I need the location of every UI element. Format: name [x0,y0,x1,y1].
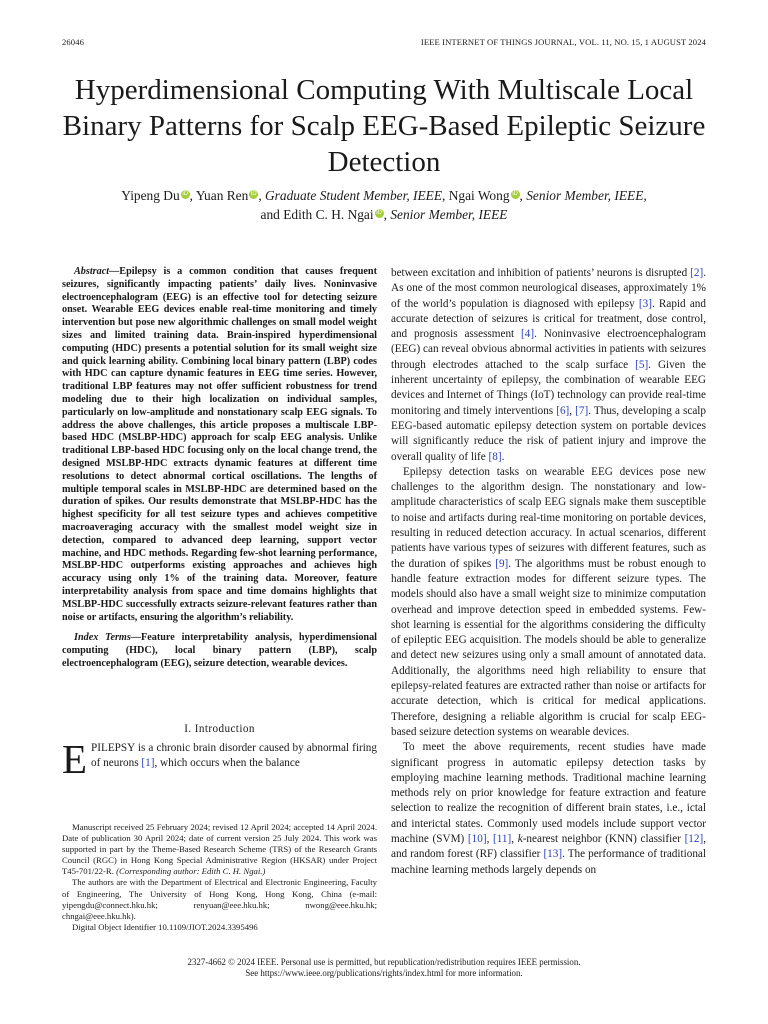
paragraph [391,465,706,740]
citation-link[interactable]: [13] [543,848,563,861]
index-terms-text: Feature interpretability analysis, hyperdimensional computing (HDC), local binary pattern (LBP), scalp electroencephalogram (EEG), seizure detection, wearable devices. [62,632,377,669]
paragraph-text: . Rapid and accurate detection of seizures is critical for treatment, dose control, and prognosis assessment [391,297,706,341]
orcid-icon[interactable]: iD [182,191,188,197]
author-role: Senior Member, IEEE [390,207,508,222]
index-terms [62,632,377,670]
citation-link[interactable]: [2] [690,267,704,279]
citation-link[interactable]: [1] [141,757,155,769]
abstract [62,266,377,624]
abstract-text: Epilepsy is a common condition that causes frequent seizures, significantly impacting patients’ daily lives. Noninvasive electroencephalogram (EEG) is an effective tool for detecting seizure onset. Wearable EEG devices enable real-time monitoring and timely intervention but pose new algorithmic challenges on small model weight sizes and limited training data. Brain-inspired hyperdimensional computing (HDC) presents a potential solution for its small weight size and quick learning ability. Combining local binary pattern (LBP) codes with HDC can capture dynamic features in EEG time series. However, traditional LBP features may not offer sufficient robustness for trend modeling due to their high localization on individual samples, particularly on low-amplitude and nonstationary scalp EEG signals. To address the above challenges, this article proposes a multiscale LBP-based HDC (MSLBP-HDC) approach for scalp EEG analysis. Unlike traditional LBP-based HDC focusing only on the local change trend, the designed MSLBP-HDC extracts dynamic features at different time resolutions to detect abnormal cortical oscillations. The lengths of multiple temporal scales in MSLBP-HDC are determined based on the duration of spikes. Our results demonstrate that MSLBP-HDC has the highest specificity for all test seizure types and achieves competitive macroaveraging accuracy with the smallest model weight size in detection, compared to advanced deep learning, support vector machine, and HDC methods. Regarding few-shot learning performance, MSLBP-HDC outperforms existing approaches and achieves high accuracy using only 1% of the training data. Moreover, feature interpretability analysis from space and time domains highlights that MSLBP-HDC successfully extracts seizure-relevant features rather than noise or artifacts, ensuring the algorithm’s reliability. [62,266,377,623]
paragraph-text: , and random forest (RF) classifier [391,832,707,861]
footnote-affiliation: The authors are with the Department of Electrical and Electronic Engineering, Faculty of Engineering, The University of Hong Kong, Hong Kong, China (e-mail: yipengdu@connect.hku.hk; renyuan@eee.hku.hk; nwong@eee.hku.hk; chngai@eee.hku.hk). [62,877,377,921]
citation-link[interactable]: [5] [635,358,649,371]
citation-link[interactable]: [4] [521,328,535,341]
author-name: Yipeng Du [121,188,180,203]
citation-link[interactable]: [3] [638,297,652,310]
separator: , [511,832,518,845]
author-role: Senior Member, IEEE, [526,188,647,203]
conjunction: and [260,207,284,222]
author-name: Yuan Ren [195,188,249,203]
copyright-line: 2327-4662 © 2024 IEEE. Personal use is permitted, but republication/redistribution requires IEEE permission. [187,957,581,967]
paragraph [391,740,706,878]
separator: , [569,404,576,417]
citation-link[interactable]: [9] [495,557,509,570]
paragraph-text: . [501,450,505,463]
footnote-text: Manuscript received 25 February 2024; revised 12 April 2024; accepted 14 April 2024. Date of publication 30 April 2024; date of current version 25 July 2024. This work was supported in part by the Theme-Based Research Scheme (TRS) of the Research Grants Council (RGC) in Hong Kong Special Administrative Region (HKSAR) under Project T45-701/22-R. [62,822,377,877]
paragraph-text: . The performance of traditional machine learning methods largely depends on [391,848,706,876]
paragraph-text: between excitation and inhibition of patients’ neurons is disrupted [391,267,691,279]
paragraph-text: . The algorithms must be robust enough to handle feature extraction modes for different seizure types. The models should also have a small weight size to minimize computation overhead and improve detection speed in embedded systems. Few-shot learning is essential for the algorithms considering the difficulty of epileptic EEG acquisition. The models should be able to generalize and detect new seizures using only a small amount of annotated data. Additionally, the algorithms need high reliability to ensure that epilepsy-related features are extracted rather than noise or artifacts for accurate detection, which is critical for medical applications. Therefore, designing a reliable algorithm is crucial for scalp EEG-based seizure detection systems on wearable devices. [391,557,706,738]
page-number: 26046 [62,37,84,47]
citation-link[interactable]: [10] [467,832,487,845]
paragraph-text: . As one of the most common neurological diseases, approximately 1% of the world’s population is diagnosed with epilepsy [391,267,706,310]
intro-paragraph [62,735,377,782]
paragraph-text: Epilepsy detection tasks on wearable EEG devices pose new challenges to the algorithm design. The nonstationary and low-amplitude characteristics of scalp EEG signals make them susceptible to noise and artifacts during real-time monitoring on portable devices, resulting in reduced detection accuracy. In actual scenarios, different patients have various types of seizures with different features, such as the duration of spikes [391,465,706,570]
separator: , [258,188,266,203]
math-variable: k [517,832,523,845]
orcid-icon[interactable]: iD [512,191,518,197]
paragraph-text: To meet the above requirements, recent studies have made significant progress in automatic epilepsy detection tasks by employing machine learning methods. Traditional machine learning methods rely on prior knowledge for feature extraction and feature selection to realize the recognition of different brain states, i.e., ictal and interictal states. Commonly used models include support vector machine (SVM) [391,741,706,845]
separator: , [486,832,494,845]
citation-link[interactable]: [12] [684,832,704,845]
author-name: Edith C. H. Ngai [283,207,374,222]
separator: , [189,188,196,203]
footnote-manuscript [62,822,377,877]
right-column [391,266,706,878]
paragraph-text: . Given the inherent uncertainty of epilepsy, the combination of wearable EEG devices and Internet of Things (IoT) technology can provide real-time monitoring and timely interventions [391,358,706,417]
orcid-icon[interactable]: iD [250,191,257,197]
author-role: Graduate Student Member, IEEE [265,188,443,203]
citation-link[interactable]: [11] [493,832,512,845]
journal-header: IEEE INTERNET OF THINGS JOURNAL, VOL. 11, NO. 15, 1 AUGUST 2024 [420,37,706,47]
abstract-label: Abstract— [74,266,120,277]
paper-title: Hyperdimensional Computing With Multiscale Local Binary Patterns for Scalp EEG-Based Epileptic Seizure Detection [62,74,706,178]
citation-link[interactable]: [8] [488,450,502,463]
paragraph-text: . Thus, developing a scalp EEG-based automatic epilepsy detection system on portable devices will significantly reduce the risk of patient injury and improve the overall quality of life [391,404,707,463]
section-heading: I. Introduction [184,722,255,735]
index-terms-label: Index Terms— [74,632,142,644]
paragraph-text: PILEPSY is a chronic brain disorder caused by abnormal firing of neurons [91,741,377,769]
citation-link[interactable]: [6] [556,404,570,417]
citation-link[interactable]: [7] [575,404,589,417]
left-column [62,266,377,782]
paragraph-text: , which occurs when the balance [154,757,300,769]
drop-cap: E [62,735,88,782]
paragraph-text: -nearest neighbor (KNN) classifier [522,832,685,845]
paragraph [391,266,706,465]
author-list: Yipeng Du iD , Yuan Ren iD , Graduate Student Member, IEEE, Ngai Wong iD , Senior Member, IEEE, and Edith C. H. Ngai iD , Senior Member, IEEE [121,188,647,222]
copyright-notice [40,957,728,979]
paragraph-text: . Noninvasive electroencephalogram (EEG) can reveal obvious abnormal activities in patients with seizures through electrodes attached to the scalp surface [391,328,706,371]
author-name: Ngai Wong [448,188,510,203]
rights-link[interactable]: See https://www.ieee.org/publications/rights/index.html for more information. [245,968,523,978]
doi[interactable]: Digital Object Identifier 10.1109/JIOT.2024.3395496 [72,921,258,932]
footnotes [62,822,377,933]
separator: , [442,188,449,203]
orcid-icon[interactable]: iD [376,210,382,216]
corresponding-author: (Corresponding author: Edith C. H. Ngai.) [116,866,266,877]
